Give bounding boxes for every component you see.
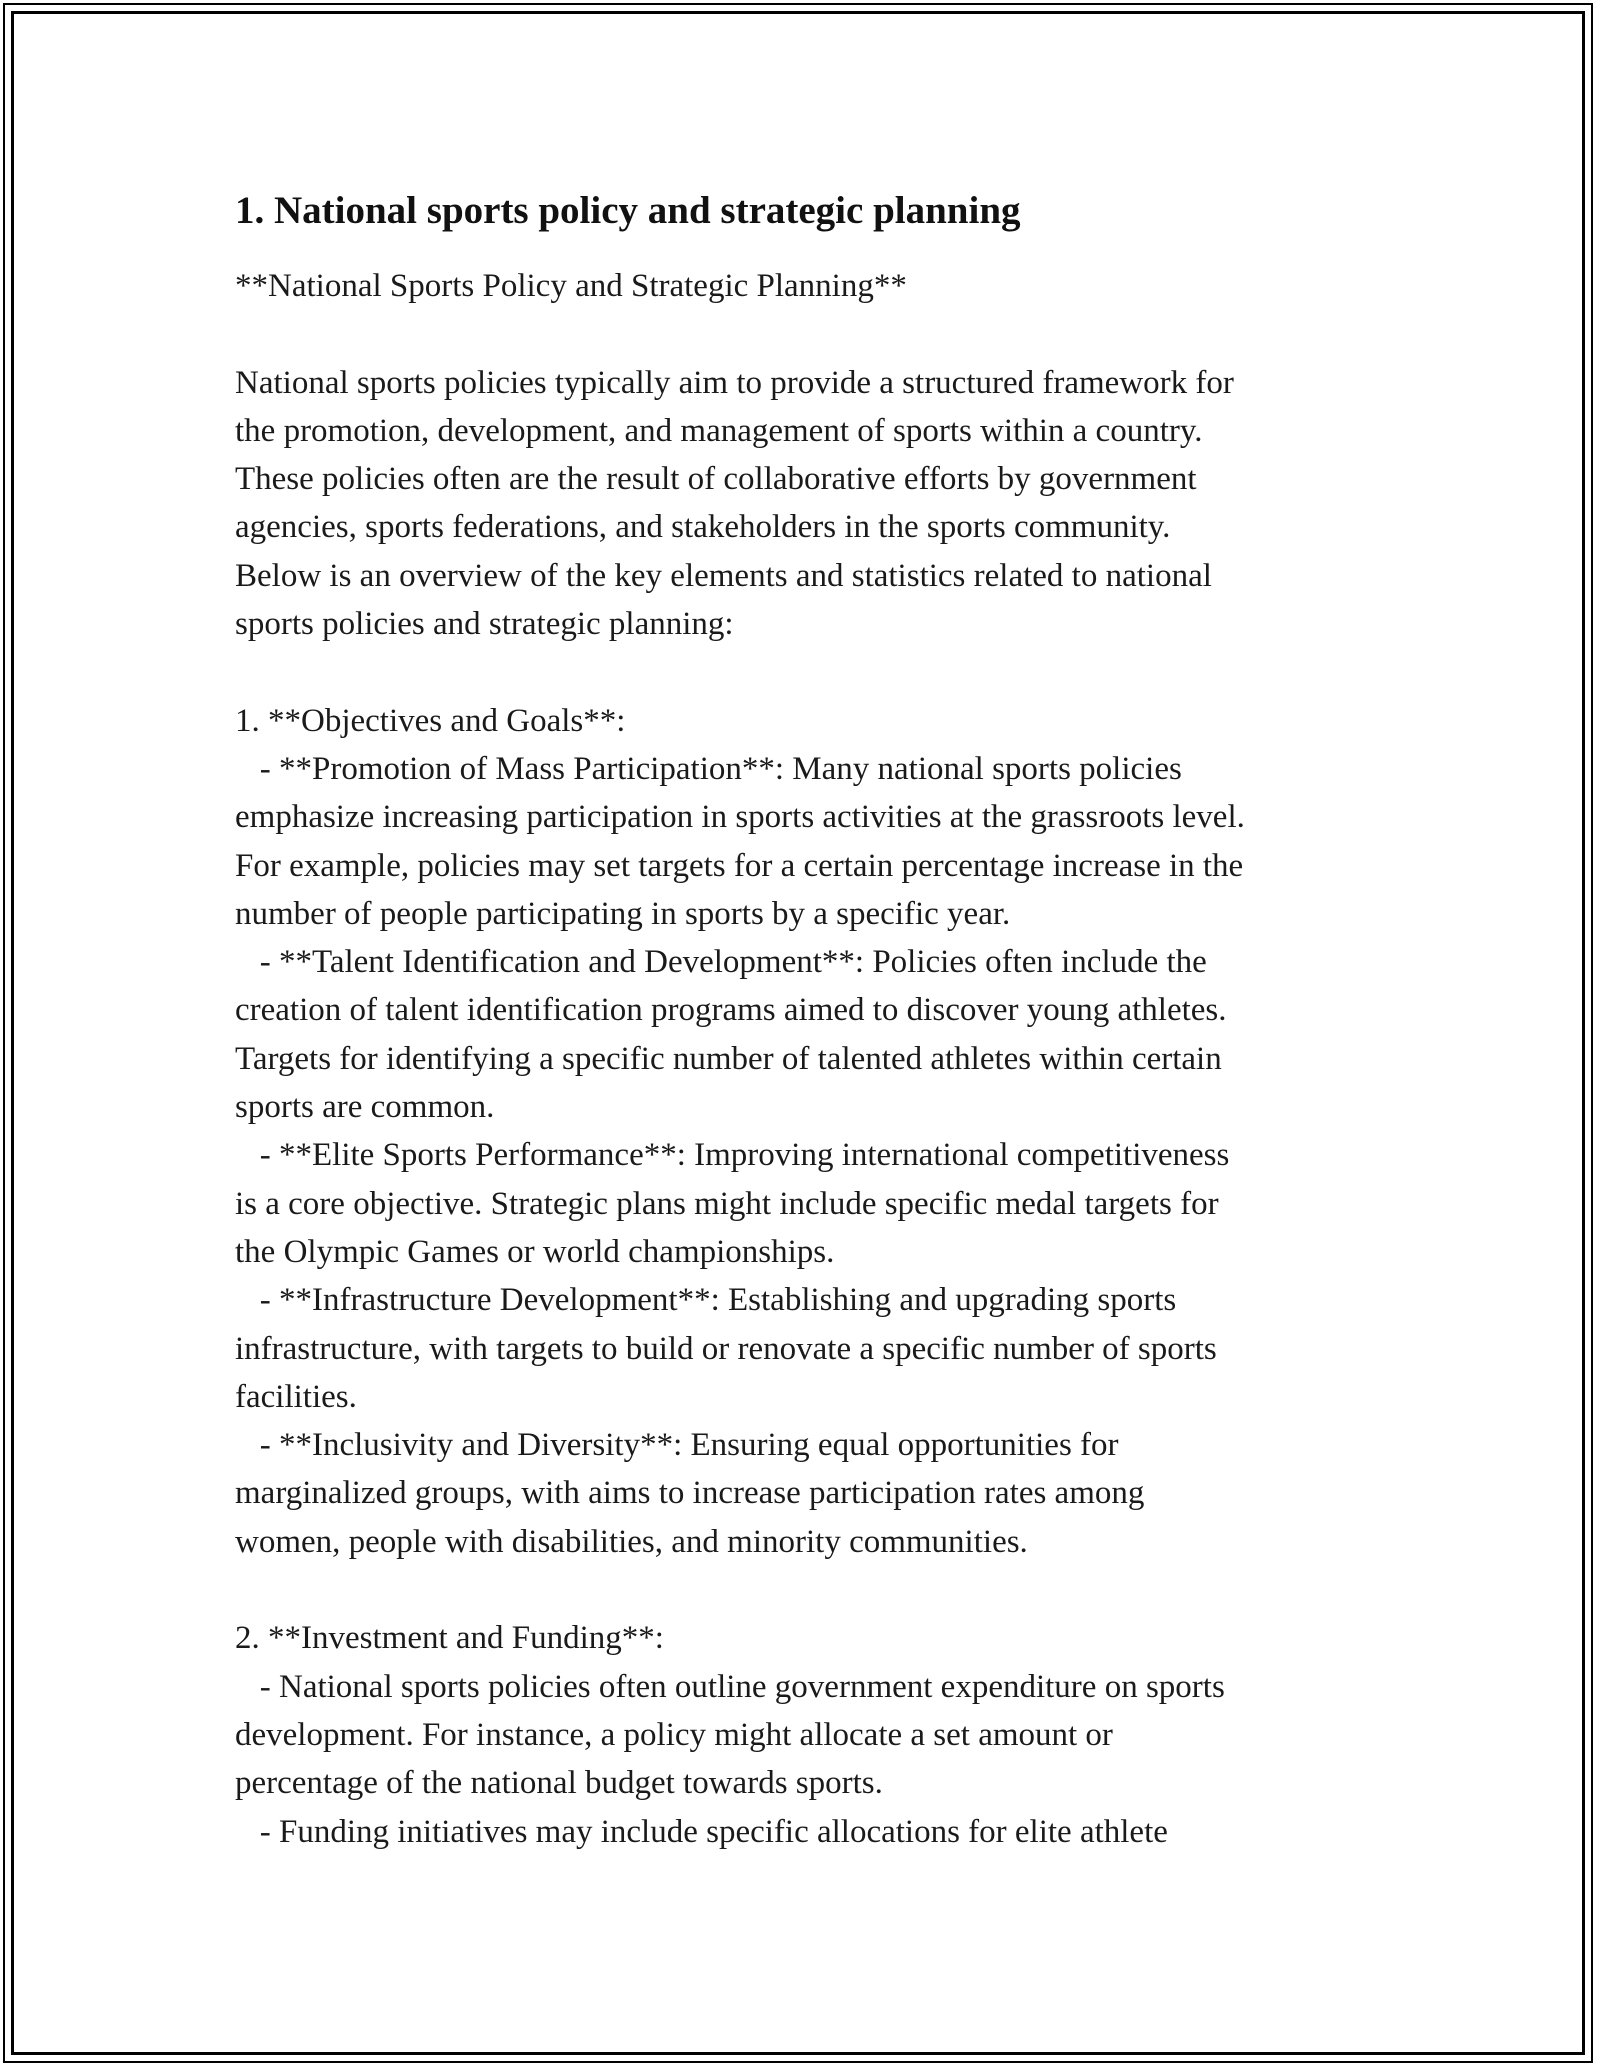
document-body: **National Sports Policy and Strategic Planning** National sports policies typically aim to provide a structured framework for the promotion, development, and management of sports within a country. These policies often are the result of collaborative efforts by government agencies, sports federations, and stakeholders in the sports community. Below is an overview of the key elements and statistics related to national sports policies and strategic planning: 1. **Objectives and Goals**: - **Promotion of Mass Participation**: Many national sports policies emphasize increasing participation in sports activities at the grassroots level. For example, policies may set targets for a certain percentage increase in the number of people participating in sports by a specific year. - **Talent Identification and Development**: Policies often include the creation of talent identification programs aimed to discover young athletes. Targets for identifying a specific number of talented athletes within certain sports are common. - **Elite Sports Performance**: Improving international competitiveness is a core objective. Strategic plans might include specific medal targets for the Olympic Games or world championships. - **Infrastructure Development**: Establishing and upgrading sports infrastructure, with targets to build or renovate a specific number of sports facilities. - **Inclusivity and Diversity**: Ensuring equal opportunities for marginalized groups, with aims to increase participation rates among women, people with disabilities, and minority communities. 2. **Investment and Funding**: - National sports policies often outline government expenditure on sports development. For instance, a policy might allocate a set amount or percentage of the national budget towards sports. - Funding initiatives may include specific allocations for elite athlete xyxy=(235,268,1245,1850)
document-title: 1. National sports policy and strategic planning xyxy=(235,189,1021,232)
document-content xyxy=(235,186,1385,1856)
